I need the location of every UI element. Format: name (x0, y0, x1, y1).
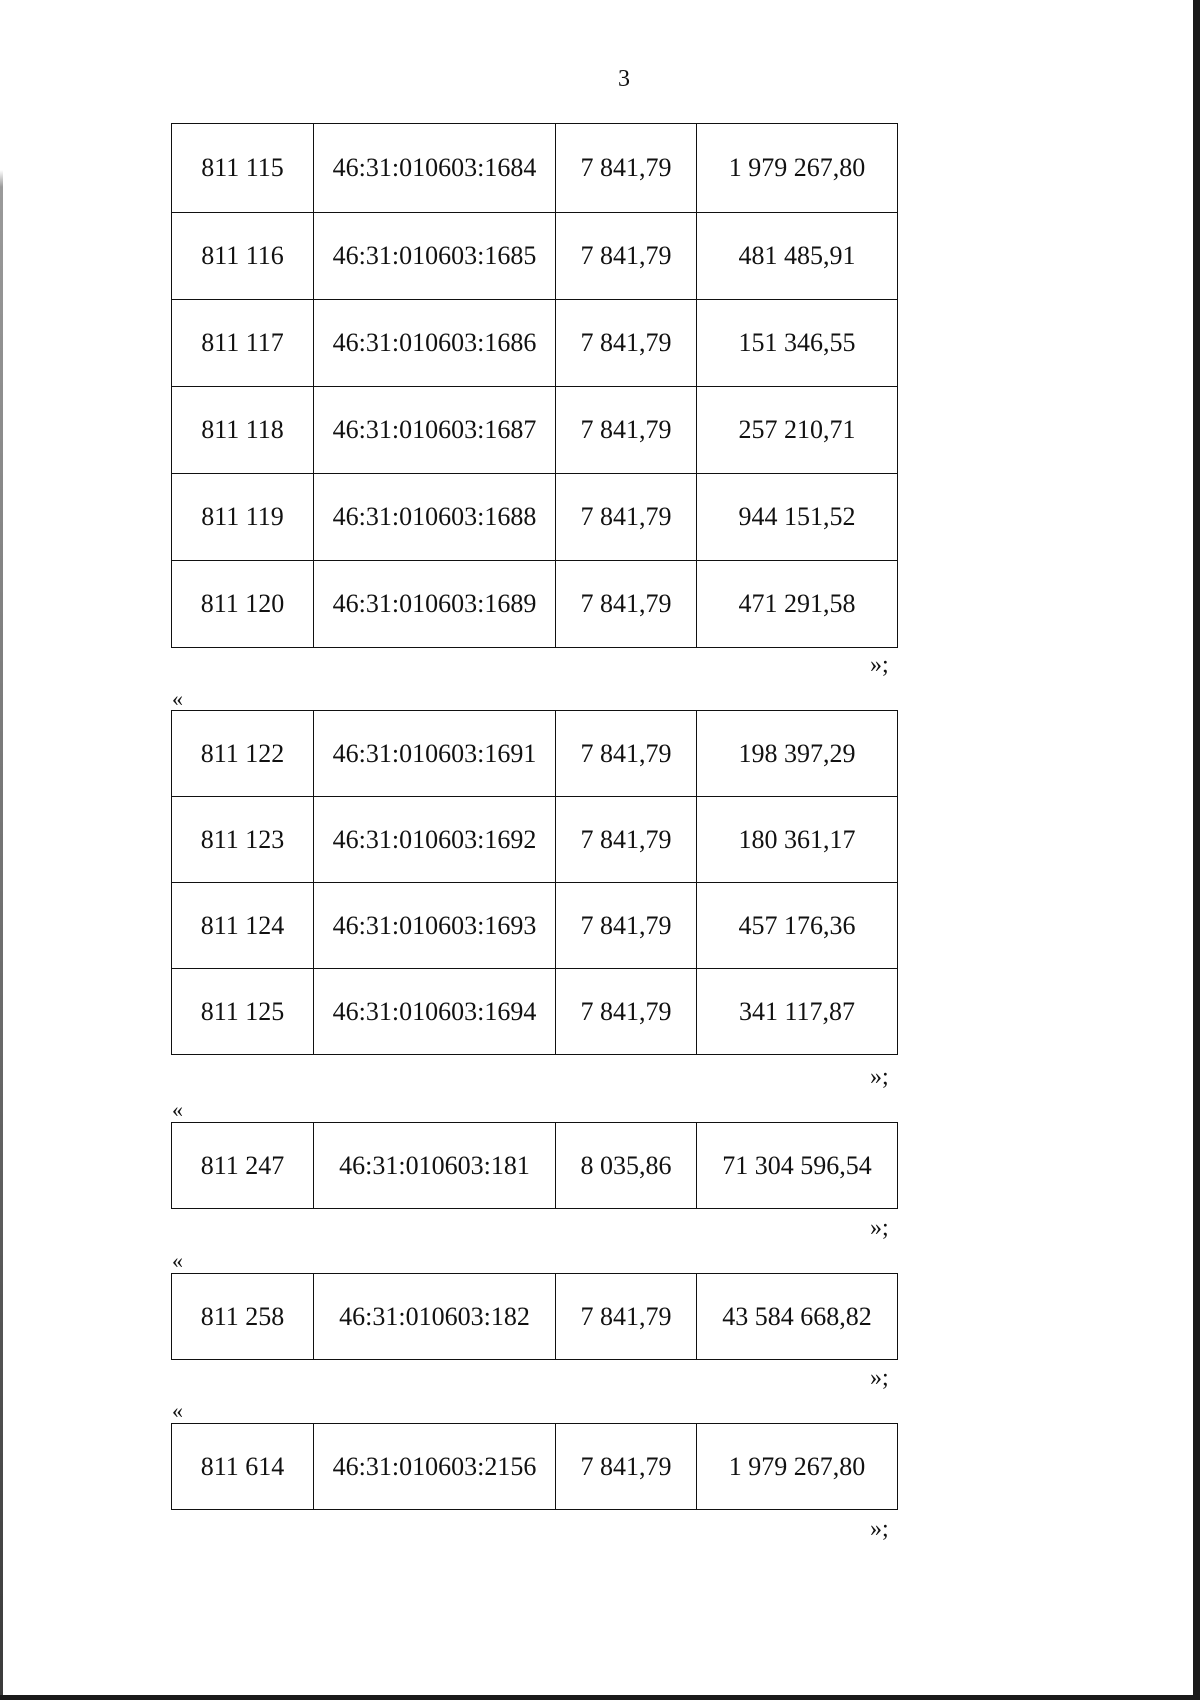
cell-rate: 7 841,79 (556, 711, 697, 797)
cell-amount: 1 979 267,80 (697, 124, 898, 213)
cell-rate: 8 035,86 (556, 1123, 697, 1209)
cell-rate: 7 841,79 (556, 300, 697, 387)
cell-cadastral-number: 46:31:010603:1692 (314, 797, 556, 883)
cell-cadastral-number: 46:31:010603:1689 (314, 561, 556, 648)
registry-table-1 (171, 123, 898, 648)
scan-edge-bottom (0, 1695, 1200, 1700)
cell-amount: 457 176,36 (697, 883, 898, 969)
cell-cadastral-number: 46:31:010603:1686 (314, 300, 556, 387)
table-row (172, 387, 898, 474)
cell-rate: 7 841,79 (556, 387, 697, 474)
closing-quote: »; (870, 1215, 889, 1241)
cell-number: 811 116 (172, 213, 314, 300)
table-row (172, 561, 898, 648)
cell-rate: 7 841,79 (556, 561, 697, 648)
closing-quote: »; (870, 1365, 889, 1391)
closing-quote: »; (870, 1064, 889, 1090)
cell-amount: 471 291,58 (697, 561, 898, 648)
cell-amount: 257 210,71 (697, 387, 898, 474)
table-row (172, 1123, 898, 1209)
table-row (172, 797, 898, 883)
cell-number: 811 123 (172, 797, 314, 883)
cell-amount: 1 979 267,80 (697, 1424, 898, 1510)
scan-edge-right (1193, 0, 1200, 1700)
registry-table-4 (171, 1273, 898, 1360)
table-row (172, 124, 898, 213)
cell-amount: 944 151,52 (697, 474, 898, 561)
closing-quote: »; (870, 1516, 889, 1542)
cell-amount: 71 304 596,54 (697, 1123, 898, 1209)
opening-quote: « (172, 1097, 183, 1122)
registry-table-3 (171, 1122, 898, 1209)
table-row (172, 213, 898, 300)
cell-rate: 7 841,79 (556, 474, 697, 561)
cell-number: 811 117 (172, 300, 314, 387)
scan-edge-left (0, 0, 3, 1700)
cell-number: 811 258 (172, 1274, 314, 1360)
cell-number: 811 120 (172, 561, 314, 648)
cell-amount: 43 584 668,82 (697, 1274, 898, 1360)
cell-cadastral-number: 46:31:010603:1694 (314, 969, 556, 1055)
cell-rate: 7 841,79 (556, 797, 697, 883)
cell-cadastral-number: 46:31:010603:181 (314, 1123, 556, 1209)
cell-number: 811 119 (172, 474, 314, 561)
closing-quote: »; (870, 652, 889, 678)
registry-table-5 (171, 1423, 898, 1510)
cell-amount: 341 117,87 (697, 969, 898, 1055)
cell-cadastral-number: 46:31:010603:1688 (314, 474, 556, 561)
cell-amount: 151 346,55 (697, 300, 898, 387)
cell-rate: 7 841,79 (556, 1424, 697, 1510)
cell-number: 811 247 (172, 1123, 314, 1209)
opening-quote: « (172, 1398, 183, 1423)
table-row (172, 1274, 898, 1360)
table-row (172, 300, 898, 387)
table-row (172, 1424, 898, 1510)
cell-number: 811 115 (172, 124, 314, 213)
cell-number: 811 614 (172, 1424, 314, 1510)
cell-amount: 198 397,29 (697, 711, 898, 797)
table-row (172, 969, 898, 1055)
cell-number: 811 118 (172, 387, 314, 474)
cell-cadastral-number: 46:31:010603:2156 (314, 1424, 556, 1510)
cell-rate: 7 841,79 (556, 883, 697, 969)
cell-cadastral-number: 46:31:010603:1684 (314, 124, 556, 213)
cell-rate: 7 841,79 (556, 969, 697, 1055)
cell-rate: 7 841,79 (556, 1274, 697, 1360)
cell-cadastral-number: 46:31:010603:1685 (314, 213, 556, 300)
cell-number: 811 124 (172, 883, 314, 969)
table-row (172, 474, 898, 561)
cell-amount: 180 361,17 (697, 797, 898, 883)
cell-number: 811 125 (172, 969, 314, 1055)
page-number: 3 (618, 66, 630, 92)
cell-cadastral-number: 46:31:010603:1687 (314, 387, 556, 474)
cell-number: 811 122 (172, 711, 314, 797)
cell-cadastral-number: 46:31:010603:1691 (314, 711, 556, 797)
table-row (172, 711, 898, 797)
opening-quote: « (172, 686, 183, 711)
table-row (172, 883, 898, 969)
cell-rate: 7 841,79 (556, 213, 697, 300)
opening-quote: « (172, 1248, 183, 1273)
cell-cadastral-number: 46:31:010603:182 (314, 1274, 556, 1360)
registry-table-2 (171, 710, 898, 1055)
cell-amount: 481 485,91 (697, 213, 898, 300)
cell-rate: 7 841,79 (556, 124, 697, 213)
cell-cadastral-number: 46:31:010603:1693 (314, 883, 556, 969)
